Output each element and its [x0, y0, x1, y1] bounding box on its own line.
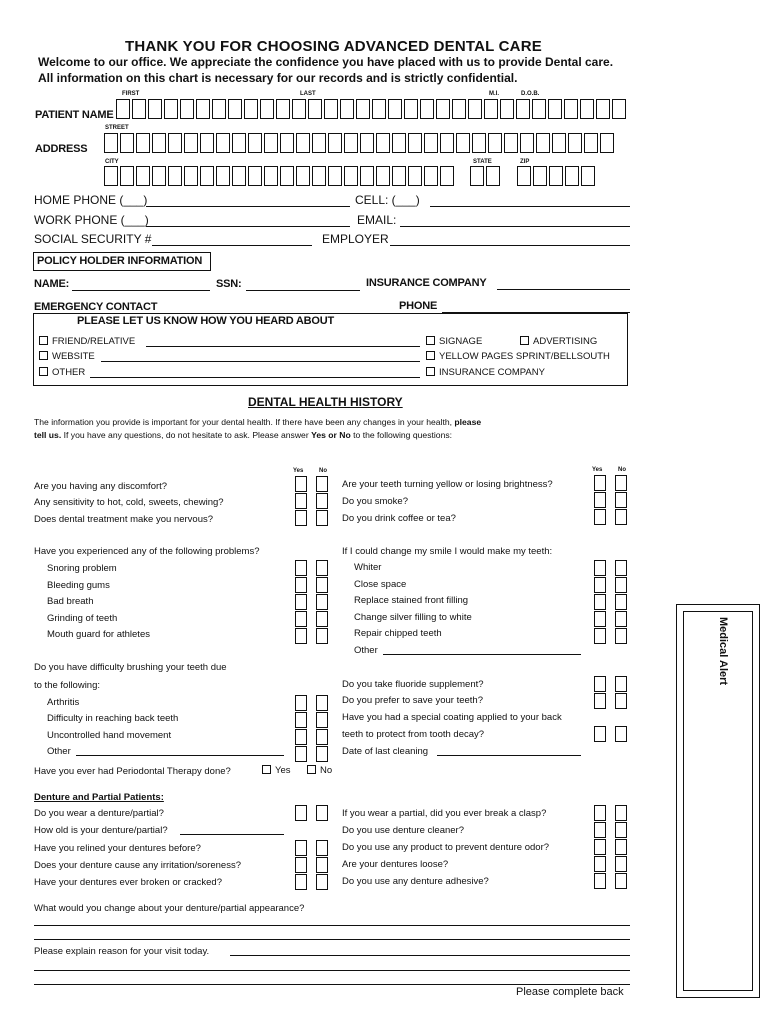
rq-coating-2: teeth to protect from tooth decay? [342, 729, 485, 740]
ssn-line[interactable] [152, 245, 312, 246]
work-phone-label: WORK PHONE (___) [34, 213, 149, 227]
no-header-left: No [319, 468, 327, 474]
insurance-line[interactable] [497, 289, 630, 290]
option-friend[interactable]: FRIEND/RELATIVE [39, 336, 135, 347]
lq-perio: Have you ever had Periodontal Therapy done? [34, 766, 231, 777]
work-phone-line[interactable] [146, 226, 350, 227]
ssn-label: SOCIAL SECURITY # [34, 232, 152, 246]
lq-denture-age-line[interactable] [180, 834, 284, 835]
lq-brushing-head-1: Do you have difficulty brushing your teeth due [34, 662, 227, 673]
yn-right-g1[interactable] [594, 475, 627, 525]
medical-alert-label: Medical Alert [717, 617, 729, 686]
other-line [90, 377, 420, 378]
cell-line[interactable] [430, 206, 630, 207]
lq-broken: Have your dentures ever broken or cracked? [34, 877, 222, 888]
rq-fluoride: Do you take fluoride supplement? [342, 679, 484, 690]
rq-last-cleaning: Date of last cleaning [342, 746, 429, 757]
rq-save-teeth: Do you prefer to save your teeth? [342, 695, 483, 706]
lq-denture-age: How old is your denture/partial? [34, 825, 168, 836]
option-advertising[interactable]: ADVERTISING [520, 336, 597, 347]
checkbox-icon[interactable] [262, 765, 271, 774]
address-label: ADDRESS [35, 143, 88, 155]
lq-mouthguard: Mouth guard for athletes [47, 629, 150, 640]
yn-left-g2[interactable] [295, 560, 328, 644]
yn-left-g4b[interactable] [295, 840, 328, 890]
first-label: FIRST [122, 91, 140, 97]
yes-header-left: Yes [293, 468, 304, 474]
lq-wear-denture: Do you wear a denture/partial? [34, 808, 164, 819]
option-insurance[interactable]: INSURANCE COMPANY [426, 367, 545, 378]
yn-right-g4[interactable] [594, 805, 627, 889]
email-label: EMAIL: [357, 213, 397, 227]
rq-close-space: Close space [354, 579, 407, 590]
perio-yes[interactable]: Yes [262, 765, 291, 776]
employer-label: EMPLOYER [322, 232, 389, 246]
rq-other: Other [354, 645, 378, 656]
rq-smoke: Do you smoke? [342, 496, 409, 507]
history-intro-2: tell us. If you have any questions, do not hesitate to ask. Please answer Yes or No to the following questions: [34, 430, 453, 440]
reason-line-3[interactable] [34, 984, 630, 985]
cell-label: CELL: (___) [355, 193, 420, 207]
yn-right-g2[interactable] [594, 560, 627, 644]
lq-relined: Have you relined your dentures before? [34, 843, 201, 854]
policy-name-line[interactable] [72, 290, 210, 291]
zip-label: ZIP [520, 159, 530, 165]
lq-bleeding: Bleeding gums [47, 580, 110, 591]
last-label: LAST [300, 91, 316, 97]
checkbox-icon[interactable] [426, 351, 435, 360]
reason-line-2[interactable] [34, 970, 630, 971]
checkbox-icon[interactable] [520, 336, 529, 345]
home-phone-label: HOME PHONE (___) [34, 193, 148, 207]
street-label: STREET [105, 125, 129, 131]
rq-loose: Are your dentures loose? [342, 859, 449, 870]
lq-grinding: Grinding of teeth [47, 613, 118, 624]
lq-brushing-head-2: to the following: [34, 680, 101, 691]
option-yellow-pages[interactable]: YELLOW PAGES SPRINT/BELLSOUTH [426, 351, 610, 362]
lq-irritation: Does your denture cause any irritation/soreness? [34, 860, 242, 871]
zip-boxes[interactable] [517, 166, 597, 186]
rq-smile-head: If I could change my smile I would make my teeth: [342, 546, 553, 557]
lq-reaching: Difficulty in reaching back teeth [47, 713, 179, 724]
lq-arthritis: Arthritis [47, 697, 80, 708]
rq-silver-white: Change silver filling to white [354, 612, 472, 623]
yn-left-g3[interactable] [295, 695, 328, 762]
rq-odor: Do you use any product to prevent denture odor? [342, 842, 550, 853]
rq-cleaner: Do you use denture cleaner? [342, 825, 464, 836]
policy-name-label: NAME: [34, 278, 70, 290]
rq-adhesive: Do you use any denture adhesive? [342, 876, 489, 887]
lq-change-appearance: What would you change about your denture/partial appearance? [34, 903, 305, 914]
lq-snoring: Snoring problem [47, 563, 117, 574]
yn-left-g1[interactable] [295, 476, 328, 526]
option-website[interactable]: WEBSITE [39, 351, 95, 362]
lq-problems-head: Have you experienced any of the following problems? [34, 546, 260, 557]
city-label: CITY [105, 159, 119, 165]
rq-other-line[interactable] [383, 654, 581, 655]
emergency-label: EMERGENCY CONTACT [34, 301, 158, 313]
home-phone-line[interactable] [146, 206, 350, 207]
dob-label: D.O.B. [521, 91, 540, 97]
denture-head: Denture and Partial Patients: [34, 792, 164, 803]
heard-about-title: PLEASE LET US KNOW HOW YOU HEARD ABOUT [77, 315, 335, 327]
rq-coating-1: Have you had a special coating applied to your back [342, 712, 562, 723]
intro-line-1: Welcome to our office. We appreciate the confidence you have placed with us to provide Dental care. [38, 55, 614, 69]
lq-other-line[interactable] [76, 755, 284, 756]
yn-left-g4a[interactable] [295, 805, 328, 821]
lq-other: Other [47, 746, 71, 757]
checkbox-icon[interactable] [426, 336, 435, 345]
lq-sensitivity: Any sensitivity to hot, cold, sweets, chewing? [34, 497, 224, 508]
dob-boxes[interactable] [516, 99, 628, 119]
reason-line-1[interactable] [230, 955, 630, 956]
employer-line[interactable] [390, 245, 630, 246]
yes-header-right: Yes [592, 467, 603, 473]
policy-ssn-line[interactable] [246, 290, 360, 291]
perio-no[interactable]: No [307, 765, 332, 776]
patient-name-label: PATIENT NAME [35, 109, 114, 121]
lq-hand-movement: Uncontrolled hand movement [47, 730, 172, 741]
lq-reason: Please explain reason for your visit today. [34, 946, 210, 957]
emergency-phone-label: PHONE [399, 300, 438, 312]
email-line[interactable] [400, 226, 630, 227]
checkbox-icon[interactable] [39, 367, 48, 376]
intro-line-2: All information on this chart is necessary for our records and is strictly confidential. [38, 71, 518, 85]
rq-yellow: Are your teeth turning yellow or losing brightness? [342, 479, 553, 490]
rq-clasp: If you wear a partial, did you ever break a clasp? [342, 808, 547, 819]
policy-ssn-label: SSN: [216, 278, 242, 290]
yn-right-g3b[interactable] [594, 726, 627, 742]
checkbox-icon[interactable] [39, 336, 48, 345]
state-boxes[interactable] [470, 166, 502, 186]
checkbox-icon[interactable] [426, 367, 435, 376]
history-intro-1: The information you provide is important for your dental health. If there have been any changes in your health, please [34, 417, 482, 427]
patient-name-boxes[interactable] [116, 99, 516, 119]
no-header-right: No [618, 467, 626, 473]
change-line-1[interactable] [34, 925, 630, 926]
insurance-label: INSURANCE COMPANY [366, 277, 487, 289]
option-other[interactable]: OTHER [39, 367, 85, 378]
rq-chipped: Repair chipped teeth [354, 628, 442, 639]
rq-last-cleaning-line[interactable] [437, 755, 581, 756]
mi-label: M.I. [489, 91, 499, 97]
form-title: THANK YOU FOR CHOOSING ADVANCED DENTAL CARE [125, 38, 542, 55]
checkbox-icon[interactable] [39, 351, 48, 360]
street-boxes[interactable] [104, 133, 616, 153]
history-title: DENTAL HEALTH HISTORY [248, 395, 403, 409]
medical-alert-panel [676, 604, 760, 998]
checkbox-icon[interactable] [307, 765, 316, 774]
friend-line [146, 346, 420, 347]
lq-nervous: Does dental treatment make you nervous? [34, 514, 214, 525]
rq-whiter: Whiter [354, 562, 382, 573]
lq-bad-breath: Bad breath [47, 596, 94, 607]
option-signage[interactable]: SIGNAGE [426, 336, 482, 347]
policy-holder-title: POLICY HOLDER INFORMATION [33, 252, 211, 271]
change-line-2[interactable] [34, 939, 630, 940]
please-complete-back: Please complete back [516, 986, 624, 998]
website-line [101, 361, 420, 362]
lq-discomfort: Are you having any discomfort? [34, 481, 168, 492]
rq-replace-filling: Replace stained front filling [354, 595, 469, 606]
rq-coffee: Do you drink coffee or tea? [342, 513, 456, 524]
yn-right-g3a[interactable] [594, 676, 627, 709]
city-boxes[interactable] [104, 166, 456, 186]
state-label: STATE [473, 159, 492, 165]
